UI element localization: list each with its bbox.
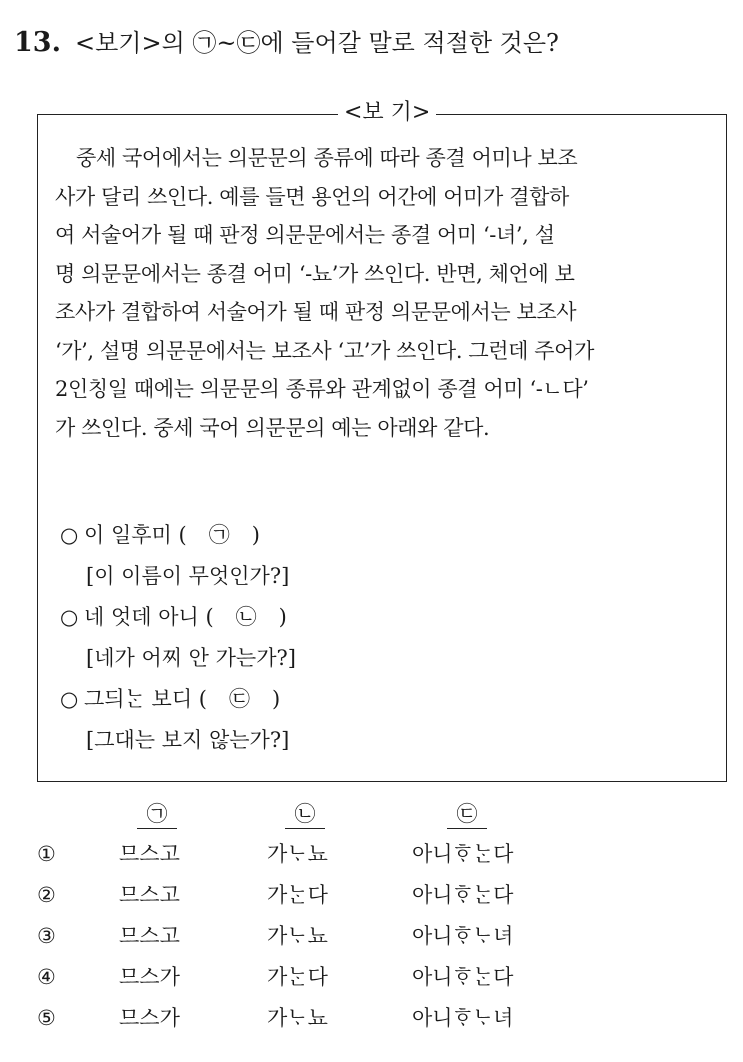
example-translation: [그대는 보지 않는가?] bbox=[86, 728, 290, 752]
passage-line: 중세 국어에서는 의문문의 종류에 따라 종결 어미나 보조 bbox=[76, 146, 578, 170]
choice-b: 가ᄂᆞ뇨 bbox=[267, 1006, 328, 1030]
choice-c: 아니ᄒᆞᄂᆞᆫ다 bbox=[412, 965, 514, 989]
choice-b: 가ᄂᆞᆫ다 bbox=[267, 883, 328, 907]
choice-option-3[interactable] bbox=[37, 916, 717, 957]
example-list bbox=[60, 515, 700, 761]
choice-b: 가ᄂᆞᆫ다 bbox=[267, 965, 328, 989]
question-text: <보기>의 ㉠~㉢에 들어갈 말로 적절한 것은? bbox=[74, 29, 559, 57]
header-a: ㉠ bbox=[137, 800, 177, 829]
answer-choices bbox=[37, 800, 717, 1039]
choice-c: 아니ᄒᆞᄂᆞᆫ다 bbox=[412, 842, 514, 866]
example-translation: [이 이름이 무엇인가?] bbox=[86, 564, 290, 588]
choice-option-1[interactable] bbox=[37, 834, 717, 875]
question-number: 13. bbox=[14, 27, 61, 58]
blank-marker: ㉢ bbox=[228, 687, 250, 711]
bogi-box bbox=[37, 100, 727, 782]
choice-a: 므스고 bbox=[119, 883, 180, 907]
choice-number: ④ bbox=[37, 965, 56, 989]
circle-bullet-icon: ○ bbox=[60, 605, 79, 629]
example-translation: [네가 어찌 안 가는가?] bbox=[86, 646, 296, 670]
choice-number: ① bbox=[37, 842, 56, 866]
choice-option-2[interactable] bbox=[37, 875, 717, 916]
blank-marker: ㉡ bbox=[235, 605, 257, 629]
passage-line: 가 쓰인다. 중세 국어 의문문의 예는 아래와 같다. bbox=[55, 415, 490, 440]
choice-option-5[interactable] bbox=[37, 998, 717, 1039]
choice-a: 므스가 bbox=[119, 965, 180, 989]
choice-a: 므스가 bbox=[119, 1006, 180, 1030]
choice-b: 가ᄂᆞ뇨 bbox=[267, 924, 328, 948]
passage-line: 조사가 결합하여 서술어가 될 때 판정 의문문에서는 보조사 bbox=[55, 300, 577, 324]
passage-line: ‘가’, 설명 의문문에서는 보조사 ‘고’가 쓰인다. 그런데 주어가 bbox=[55, 338, 594, 363]
choice-number: ⑤ bbox=[37, 1006, 56, 1030]
choice-number: ③ bbox=[37, 924, 56, 948]
choice-c: 아니ᄒᆞᄂᆞ녀 bbox=[412, 1006, 514, 1030]
choices-header bbox=[37, 800, 717, 834]
passage-line: 2인칭일 때에는 의문문의 종류와 관계없이 종결 어미 ‘-ㄴ다’ bbox=[55, 377, 589, 401]
blank-marker: ㉠ bbox=[208, 523, 230, 547]
example-sentence: ○ 그듸ᄂᆞᆫ 보디 ( ㉢ ) bbox=[60, 679, 700, 720]
choice-b: 가ᄂᆞ뇨 bbox=[267, 842, 328, 866]
bogi-title: <보 기> bbox=[338, 98, 436, 128]
choice-c: 아니ᄒᆞᄂᆞᆫ다 bbox=[412, 883, 514, 907]
example-sentence: ○ 네 엇데 아니 ( ㉡ ) bbox=[60, 597, 700, 638]
circle-bullet-icon: ○ bbox=[60, 687, 79, 711]
passage bbox=[55, 139, 715, 447]
circle-bullet-icon: ○ bbox=[60, 523, 79, 547]
header-c: ㉢ bbox=[447, 800, 487, 829]
choice-a: 므스고 bbox=[119, 842, 180, 866]
choice-a: 므스고 bbox=[119, 924, 180, 948]
passage-line: 명 의문문에서는 종결 어미 ‘-뇨’가 쓰인다. 반면, 체언에 보 bbox=[55, 261, 575, 286]
choice-number: ② bbox=[37, 883, 56, 907]
passage-line: 여 서술어가 될 때 판정 의문문에서는 종결 어미 ‘-녀’, 설 bbox=[55, 223, 555, 247]
choice-c: 아니ᄒᆞᄂᆞ녀 bbox=[412, 924, 514, 948]
question-stem bbox=[14, 20, 734, 66]
example-sentence: ○ 이 일후미 ( ㉠ ) bbox=[60, 515, 700, 556]
choice-option-4[interactable] bbox=[37, 957, 717, 998]
header-b: ㉡ bbox=[285, 800, 325, 829]
passage-line: 사가 달리 쓰인다. 예를 들면 용언의 어간에 어미가 결합하 bbox=[55, 184, 569, 209]
